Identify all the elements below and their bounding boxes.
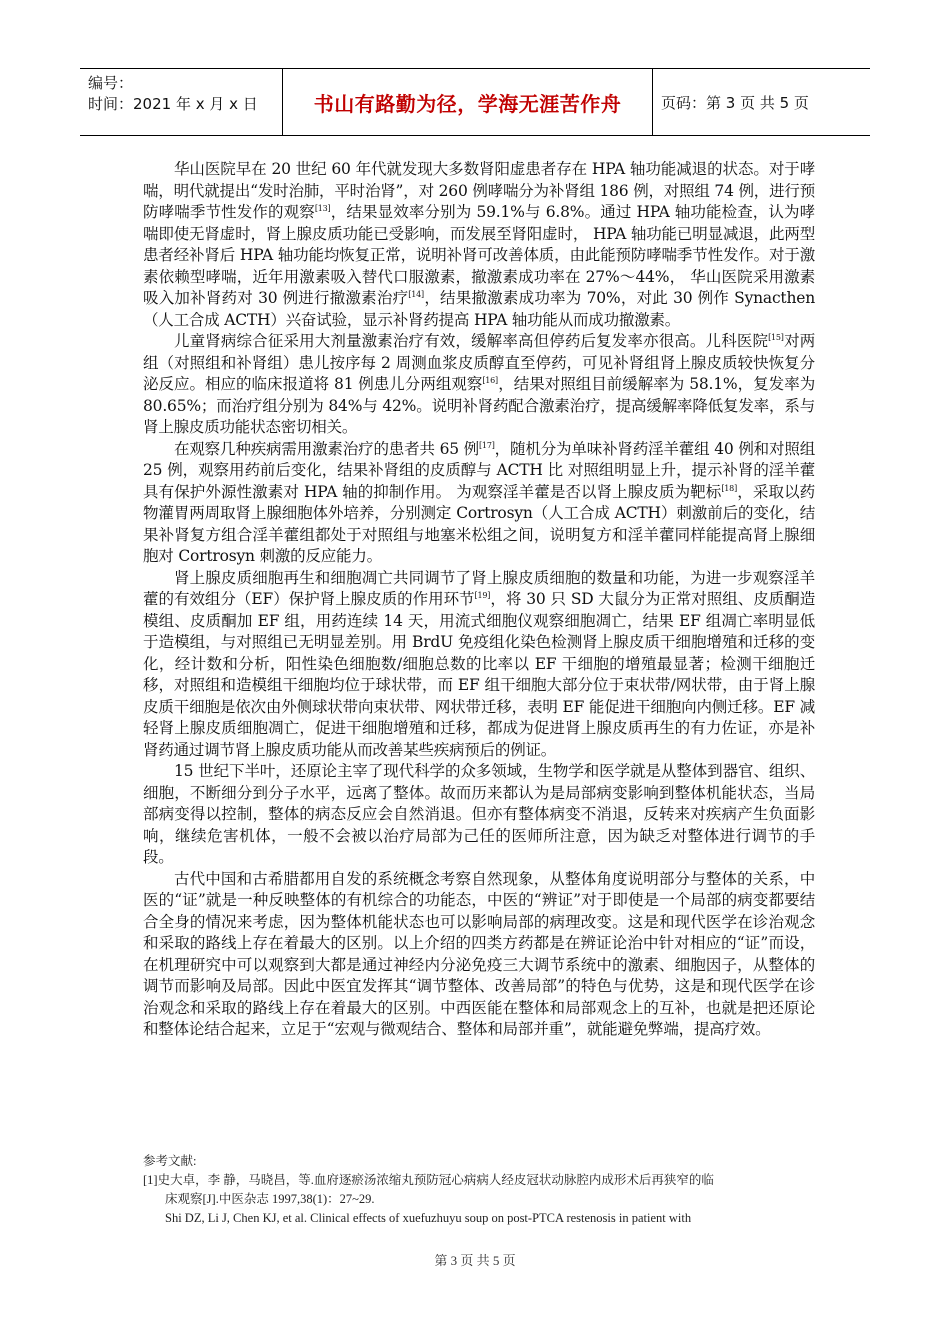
page-header bbox=[80, 68, 870, 136]
paragraph-text: 华山医院早在 20 世纪 60 年代就发现大多数肾阳虚患者存在 HPA 轴功能减退的状态。对于哮喘，明代就提出“发时治肺，平时治肾”，对 260 例哮喘分为补肾组 186 例，对照组 74 例，进行预防哮喘季节性发作的观察 bbox=[143, 160, 815, 221]
header-meta bbox=[80, 69, 283, 135]
paragraph-text: ，将 30 只 SD 大鼠分为正常对照组、皮质酮造模组、皮质酮加 EF 组，用药连续 14 天，用流式细胞仪观察细胞凋亡，结果 EF 组凋亡率明显低于造模组，与对照组已无明显差别。用 BrdU 免疫组化染色检测肾上腺皮质干细胞增殖和迁移的变化，经计数和分析，阳性染色细胞数/细胞总数的比率以 EF 干细胞的增殖最显著；检测干细胞迁移，对照组和造模组干细胞均位于球状带，而 EF 组干细胞大部分位于束状带/网状带，由于肾上腺皮质干细胞是依次由外侧球状带向束状带、网状带迁移，表明 EF 能促进干细胞向内侧迁移。EF 减轻肾上腺皮质细胞凋亡，促进干细胞增殖和迁移，都成为促进肾上腺皮质再生的有力佐证，亦是补肾药通过调节肾上腺皮质功能从而改善某些疾病预后的例证。 bbox=[143, 590, 815, 759]
paragraph-text: 对两组（对照组和补肾组）患儿按序每 2 周测血浆皮质醇直至停药，可见补肾组肾上腺皮质较快恢复分泌反应。相应的临床报道将 81 例患儿分两组观察 bbox=[143, 332, 816, 393]
paragraph-text: 在观察几种疾病需用激素治疗的患者共 65 例 bbox=[174, 439, 480, 458]
header-motto: 书山有路勤为径，学海无涯苦作舟 bbox=[283, 69, 653, 135]
document-body bbox=[143, 159, 815, 1041]
page-footer: 第 3 页 共 5 页 bbox=[434, 1253, 516, 1268]
citation-marker: [18] bbox=[721, 483, 737, 493]
citation-marker: [16] bbox=[482, 376, 498, 385]
header-page-info: 页码：第 3 页 共 5 页 bbox=[661, 93, 809, 112]
paragraph-text: ，采取以药物灌胃两周取肾上腺细胞体外培养，分别测定 Cortrosyn（人工合成 ACTH）刺激前后的变化，结果补肾复方组合淫羊藿组都处于对照组与地塞米松组之间，说明复方和淫羊藿同样能提高肾上腺细胞对 Cortrosyn 刺激的反应能力。 bbox=[143, 482, 815, 565]
citation-marker: [14] bbox=[408, 290, 424, 299]
reference-1-cn: [1]史大卓，李 静，马晓昌，等.血府逐瘀汤浓缩丸预防冠心病病人经皮冠状动脉腔内成形术后再狭窄的临 bbox=[143, 1173, 714, 1187]
body-paragraph bbox=[143, 869, 815, 1041]
body-paragraph bbox=[143, 761, 815, 869]
references-heading: 参考文献: bbox=[143, 1154, 197, 1168]
citation-marker: [19] bbox=[474, 591, 491, 600]
paragraph-text: ，随机分为单味补肾药淫羊藿组 40 例和对照组 25 例，观察用药前后变化，结果补肾组的皮质醇与 ACTH 比 对照组明显上升，提示补肾的淫羊藿具有保护外源性激素对 HPA 轴的抑制作用。 为观察淫羊藿是否以肾上腺皮质为靶标 bbox=[143, 439, 815, 501]
paragraph-text: 肾上腺皮质细胞再生和细胞凋亡共同调节了肾上腺皮质细胞的数量和功能，为进一步观察淫羊藿的有效组分（EF）保护肾上腺皮质的作用环节 bbox=[143, 568, 815, 608]
reference-1-en: Shi DZ, Li J, Chen KJ, et al. Clinical effects of xuefuzhuyu soup on post-PTCA restenosis in patient with bbox=[165, 1211, 692, 1225]
references bbox=[143, 1152, 815, 1228]
reference-1-cn-continued: 床观察[J].中医杂志 1997,38(1)：27~29. bbox=[165, 1192, 375, 1206]
number-label: 编号： bbox=[88, 74, 134, 92]
body-paragraph bbox=[143, 331, 815, 439]
paragraph-text: ，结果显效率分别为 59.1%与 6.8%。通过 HPA 轴功能检查，认为哮喘即使无肾虚时，肾上腺皮质功能已受影响，而发展至肾阳虚时， HPA 轴功能已明显减退，此两型患者经补肾后 HPA 轴功能均恢复正常，说明补肾可改善体质，由此能预防哮喘季节性发作。对于激素依赖型哮喘，近年用激素吸入替代口服激素，撤激素成功率在 27%～44%， 华山医院采用激素吸入加补肾药对 30 例进行撤激素治疗 bbox=[143, 203, 815, 307]
paragraph-text: 儿童肾病综合征采用大剂量激素治疗有效，缓解率高但停药后复发率亦很高。儿科医院 bbox=[174, 332, 769, 350]
body-paragraph bbox=[143, 568, 815, 762]
citation-marker: [15] bbox=[768, 333, 784, 342]
body-paragraph bbox=[143, 159, 815, 331]
paragraph-text: 古代中国和古希腊都用自发的系统概念考察自然现象，从整体角度说明部分与整体的关系，中医的“证”就是一种反映整体的有机综合的功能态，中医的“辨证”对于即使是一个局部的病变都要结合全身的情况来考虑，因为整体机能状态也可以影响局部的病理改变。这是和现代医学在诊治观念和采取的路线上存在着最大的区别。以上介绍的四类方药都是在辨证论治中针对相应的“证”而设，在机理研究中可以观察到大都是通过神经内分泌免疫三大调节系统中的激素、细胞因子，从整体的调节而影响及局部。因此中医宜发挥其“调节整体、改善局部”的特色与优势，这是和现代医学在诊治观念和采取的路线上存在着最大的区别。中西医能在整体和局部观念上的互补，也就是把还原论和整体论结合起来，立足于“宏观与微观结合、整体和局部并重”，就能避免弊端，提高疗效。 bbox=[143, 869, 815, 1038]
citation-marker: [13] bbox=[314, 204, 331, 213]
paragraph-text: ，结果对照组目前缓解率为 58.1%，复发率为 80.65%；而治疗组分别为 84%与 42%。说明补肾药配合激素治疗，提高缓解率降低复发率，系与肾上腺皮质功能状态密切相关。 bbox=[143, 375, 815, 436]
body-paragraph bbox=[143, 439, 815, 568]
citation-marker: [17] bbox=[479, 440, 495, 450]
paragraph-text: ，结果撤激素成功率为 70%，对此 30 例作 Synacthen（人工合成 ACTH）兴奋试验，显示补肾药提高 HPA 轴功能从而成功撤激素。 bbox=[143, 289, 816, 329]
time-label: 时间：2021 年 x 月 x 日 bbox=[88, 95, 258, 113]
paragraph-text: 15 世纪下半叶，还原论主宰了现代科学的众多领域，生物学和医学就是从整体到器官、组织、细胞，不断细分到分子水平，远离了整体。故而历来都认为是局部病变影响到整体机能状态，当局部病变得以控制，整体的病态反应会自然消退。但亦有整体病变不消退，反转来对疾病产生负面影响，继续危害机体，一般不会被以治疗局部为己任的医师所注意，因为缺乏对整体进行调节的手段。 bbox=[143, 762, 815, 866]
